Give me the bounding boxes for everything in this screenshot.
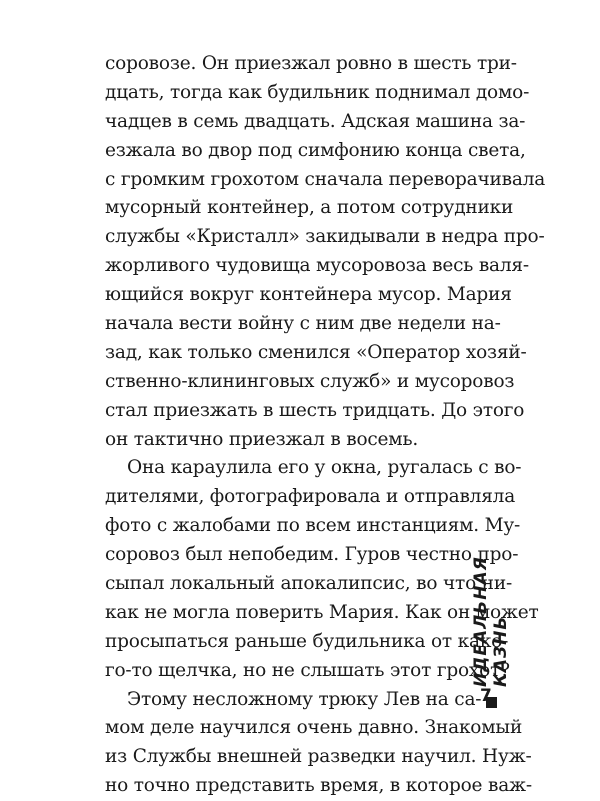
running-head-title: ИДЕАЛЬНАЯ КАЗНЬ xyxy=(471,556,511,687)
text-line: езжала во двор под симфонию конца света, xyxy=(105,139,526,161)
text-line: соровозе. Он приезжал ровно в шесть три- xyxy=(105,53,517,74)
text-line: го-то щелчка, но не слышать этот грохот? xyxy=(105,659,510,681)
text-line: он тактично приезжал в восемь. xyxy=(105,428,419,450)
text-line: ющийся вокруг контейнера мусор. Мария xyxy=(105,284,512,306)
text-line: начала вести войну с ним две недели на- xyxy=(105,313,501,335)
running-head xyxy=(471,518,511,708)
text-line: мом деле научился очень давно. Знакомый xyxy=(105,717,523,739)
text-line: дителями, фотографировала и отправляла xyxy=(105,486,516,508)
text-line: как не могла поверить Мария. Как он может xyxy=(105,601,539,623)
text-line: Этому несложному трюку Лев на са- xyxy=(127,688,482,710)
text-line: Она караулила его у окна, ругалась с во- xyxy=(127,457,522,479)
text-line: с громким грохотом сначала переворачивала xyxy=(105,168,546,190)
text-line: соровоз был непобедим. Гуров честно про- xyxy=(105,544,519,566)
text-line: сыпал локальный апокалипсис, во что ни- xyxy=(105,573,512,595)
text-line: чадцев в семь двадцать. Адская машина за- xyxy=(105,110,526,132)
text-line: просыпаться раньше будильника от како- xyxy=(105,630,509,652)
text-line: жорливого чудовища мусоровоза весь валя- xyxy=(105,255,529,277)
text-line: стал приезжать в шесть тридцать. До этого xyxy=(105,399,525,421)
text-line: службы «Кристалл» закидывали в недра про- xyxy=(105,226,545,248)
text-line: зад, как только сменился «Оператор хозяй- xyxy=(105,341,527,363)
text-line: мусорный контейнер, а потом сотрудники xyxy=(105,197,514,219)
text-line: но точно представить время, в которое важ- xyxy=(105,775,532,797)
text-line: из Службы внешней разведки научил. Нуж- xyxy=(105,746,532,768)
text-line: фото с жалобами по всем инстанциям. Му- xyxy=(105,515,521,537)
page-number: 7 xyxy=(480,686,492,706)
text-line: ственно-клининговых служб» и мусоровоз xyxy=(105,370,515,392)
text-line: дцать, тогда как будильник поднимал домо- xyxy=(105,81,530,103)
